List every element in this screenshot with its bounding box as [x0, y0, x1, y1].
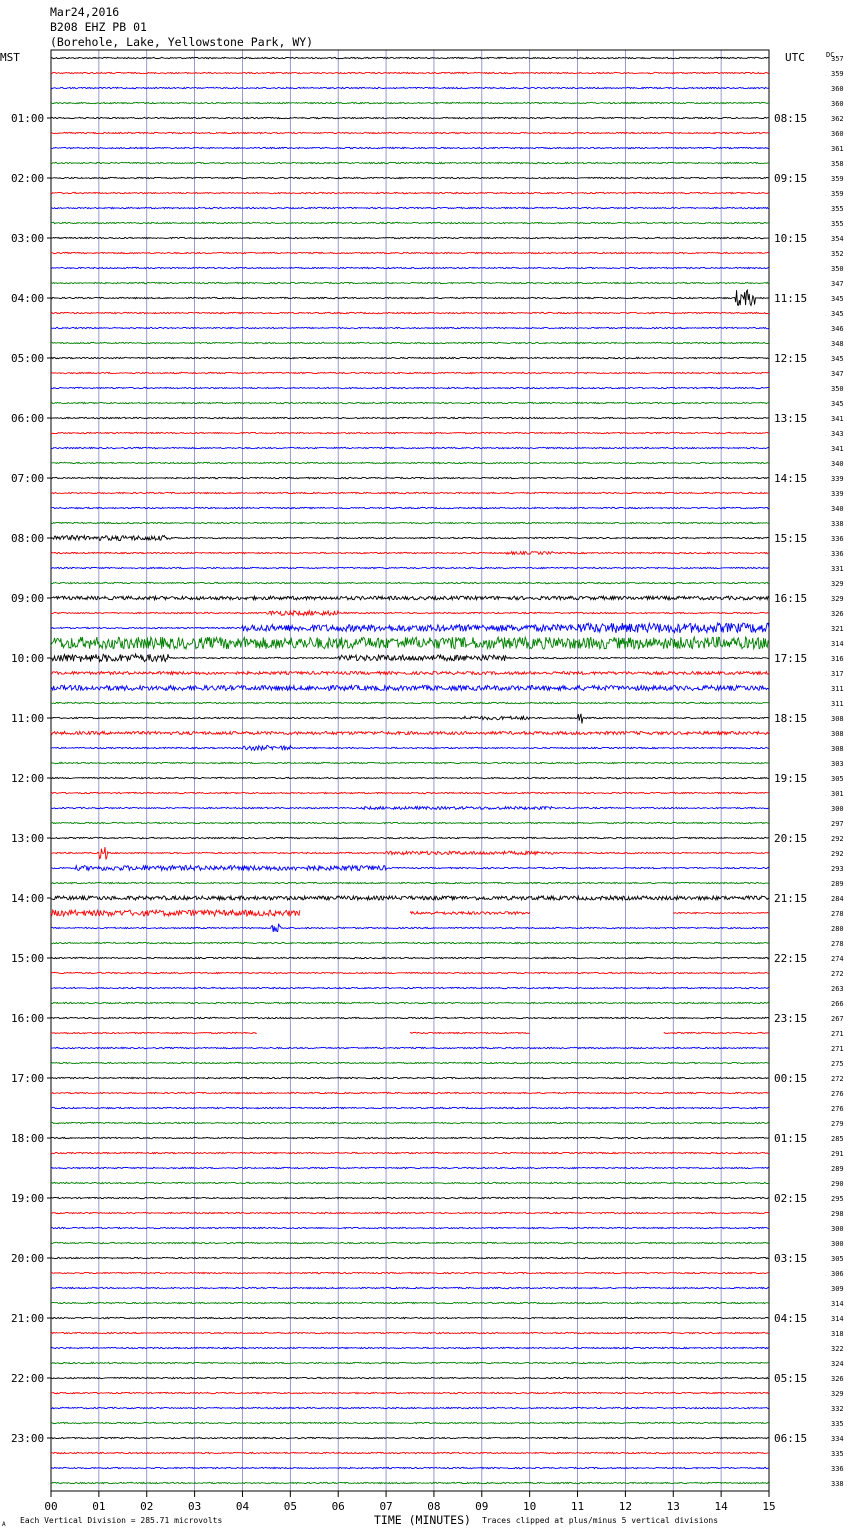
- left-hour-label: 01:00: [11, 112, 45, 125]
- right-hour-label: 15:15: [774, 532, 808, 545]
- right-hour-label: 09:15: [774, 172, 808, 185]
- dc-value: 339: [831, 490, 844, 498]
- left-hour-label: 13:00: [11, 832, 45, 845]
- right-hour-label: 14:15: [774, 472, 808, 485]
- trace-row-18: [51, 327, 769, 328]
- left-hour-label: 05:00: [11, 352, 45, 365]
- dc-value: 284: [831, 895, 844, 903]
- dc-value: 324: [831, 1360, 844, 1368]
- x-tick-label: 09: [475, 1500, 489, 1513]
- trace-row-31: [51, 522, 769, 523]
- x-axis-label: TIME (MINUTES): [374, 1513, 471, 1527]
- trace-row-1: [51, 72, 769, 73]
- trace-row-72: [51, 1137, 769, 1138]
- trace-row-80: [51, 1257, 769, 1258]
- trace-row-22: [51, 387, 769, 388]
- station-id: B208 EHZ PB 01: [50, 20, 147, 34]
- dc-value: 276: [831, 1105, 844, 1113]
- dc-value: 338: [831, 520, 844, 528]
- trace-row-87: [51, 1362, 769, 1363]
- right-hour-label: 01:15: [774, 1132, 808, 1145]
- right-hour-label: 05:15: [774, 1372, 808, 1385]
- dc-value: 322: [831, 1345, 844, 1353]
- dc-label: DC: [826, 51, 835, 59]
- trace-row-65: [664, 1032, 769, 1033]
- dc-value: 309: [831, 1285, 844, 1293]
- left-hour-label: 11:00: [11, 712, 45, 725]
- dc-value: 263: [831, 985, 844, 993]
- trace-row-8: [51, 177, 769, 178]
- trace-row-65: [410, 1032, 530, 1033]
- dc-value: 326: [831, 1375, 844, 1383]
- dc-value: 303: [831, 760, 844, 768]
- left-hour-label: 17:00: [11, 1072, 45, 1085]
- trace-row-35: [51, 582, 769, 583]
- left-hour-label: 08:00: [11, 532, 45, 545]
- dc-value: 338: [831, 1480, 844, 1488]
- dc-value: 311: [831, 700, 844, 708]
- left-hour-label: 20:00: [11, 1252, 45, 1265]
- right-hour-label: 02:15: [774, 1192, 808, 1205]
- trace-row-29: [51, 492, 769, 493]
- trace-row-25: [51, 432, 769, 433]
- dc-value: 321: [831, 625, 844, 633]
- trace-row-90: [51, 1407, 769, 1408]
- dc-value: 359: [831, 175, 844, 183]
- dc-value: 352: [831, 250, 844, 258]
- trace-row-11: [51, 222, 769, 223]
- dc-value: 295: [831, 1195, 844, 1203]
- dc-value: 300: [831, 1225, 844, 1233]
- trace-row-52: [51, 837, 769, 838]
- dc-value: 300: [831, 1240, 844, 1248]
- dc-value: 340: [831, 460, 844, 468]
- dc-value: 326: [831, 610, 844, 618]
- dc-value: 354: [831, 235, 844, 243]
- trace-row-71: [51, 1122, 769, 1123]
- station-location: (Borehole, Lake, Yellowstone Park, WY): [50, 35, 314, 49]
- x-tick-label: 00: [44, 1500, 58, 1513]
- trace-row-14: [51, 267, 769, 268]
- trace-row-46: [51, 746, 769, 751]
- left-axis-title: MST: [0, 51, 20, 64]
- dc-value: 361: [831, 145, 844, 153]
- trace-row-60: [51, 957, 769, 958]
- trace-row-79: [51, 1242, 769, 1243]
- right-hour-label: 21:15: [774, 892, 808, 905]
- dc-value: 267: [831, 1015, 844, 1023]
- trace-row-63: [51, 1002, 769, 1003]
- dc-value: 311: [831, 685, 844, 693]
- x-tick-label: 10: [523, 1500, 537, 1513]
- dc-value: 279: [831, 1120, 844, 1128]
- dc-value: 343: [831, 430, 844, 438]
- trace-row-13: [51, 252, 769, 253]
- dc-value: 350: [831, 385, 844, 393]
- dc-value: 271: [831, 1045, 844, 1053]
- trace-row-95: [51, 1482, 769, 1483]
- right-hour-label: 12:15: [774, 352, 808, 365]
- trace-row-41: [51, 672, 769, 675]
- scale-note: Each Vertical Division = 285.71 microvolts: [20, 1516, 223, 1525]
- left-hour-label: 18:00: [11, 1132, 45, 1145]
- dc-value: 341: [831, 415, 844, 423]
- trace-row-88: [51, 1377, 769, 1378]
- trace-row-4: [51, 117, 769, 118]
- dc-value: 358: [831, 160, 844, 168]
- trace-row-50: [51, 807, 769, 810]
- trace-row-38: [51, 623, 769, 633]
- left-hour-label: 04:00: [11, 292, 45, 305]
- dc-value: 291: [831, 1150, 844, 1158]
- trace-row-27: [51, 462, 769, 463]
- dc-value: 362: [831, 115, 844, 123]
- left-hour-label: 02:00: [11, 172, 45, 185]
- trace-row-32: [51, 536, 769, 541]
- trace-row-30: [51, 507, 769, 508]
- trace-row-77: [51, 1212, 769, 1213]
- left-hour-label: 19:00: [11, 1192, 45, 1205]
- dc-value: 360: [831, 85, 844, 93]
- dc-value: 285: [831, 1135, 844, 1143]
- left-hour-label: 22:00: [11, 1372, 45, 1385]
- trace-row-57: [410, 912, 530, 915]
- trace-row-21: [51, 372, 769, 373]
- trace-row-66: [51, 1047, 769, 1048]
- x-tick-label: 07: [379, 1500, 393, 1513]
- trace-row-39: [51, 637, 769, 649]
- trace-row-67: [51, 1062, 769, 1063]
- trace-row-5: [51, 132, 769, 133]
- dc-value: 329: [831, 1390, 844, 1398]
- left-hour-label: 21:00: [11, 1312, 45, 1325]
- right-hour-label: 11:15: [774, 292, 808, 305]
- dc-value: 350: [831, 265, 844, 273]
- trace-row-86: [51, 1347, 769, 1348]
- dc-value: 314: [831, 1315, 844, 1323]
- left-hour-label: 15:00: [11, 952, 45, 965]
- trace-row-61: [51, 972, 769, 973]
- dc-value: 278: [831, 940, 844, 948]
- trace-row-19: [51, 342, 769, 343]
- trace-row-43: [51, 702, 769, 703]
- corner-mark: A: [2, 1521, 6, 1528]
- dc-value: 301: [831, 790, 844, 798]
- dc-value: 355: [831, 220, 844, 228]
- dc-value: 308: [831, 730, 844, 738]
- dc-value: 334: [831, 1435, 844, 1443]
- dc-value: 316: [831, 655, 844, 663]
- left-hour-label: 06:00: [11, 412, 45, 425]
- dc-value: 346: [831, 325, 844, 333]
- right-hour-label: 06:15: [774, 1432, 808, 1445]
- dc-value: 345: [831, 310, 844, 318]
- dc-value: 292: [831, 850, 844, 858]
- trace-row-54: [51, 866, 769, 871]
- trace-row-55: [51, 882, 769, 883]
- trace-row-65: [51, 1032, 257, 1033]
- trace-row-94: [51, 1467, 769, 1468]
- trace-row-2: [51, 87, 769, 88]
- left-hour-label: 23:00: [11, 1432, 45, 1445]
- trace-row-53: [51, 847, 769, 859]
- dc-value: 360: [831, 130, 844, 138]
- x-tick-label: 03: [187, 1500, 202, 1513]
- trace-row-93: [51, 1452, 769, 1453]
- dc-value: 341: [831, 445, 844, 453]
- left-hour-label: 03:00: [11, 232, 45, 245]
- dc-value: 318: [831, 1330, 844, 1338]
- dc-value: 280: [831, 925, 844, 933]
- trace-row-24: [51, 417, 769, 418]
- trace-row-91: [51, 1422, 769, 1423]
- right-hour-label: 18:15: [774, 712, 808, 725]
- dc-value: 331: [831, 565, 844, 573]
- trace-row-45: [51, 731, 769, 734]
- right-hour-label: 03:15: [774, 1252, 808, 1265]
- trace-row-78: [51, 1227, 769, 1228]
- trace-row-84: [51, 1317, 769, 1318]
- dc-value: 289: [831, 880, 844, 888]
- trace-row-42: [51, 686, 769, 691]
- x-tick-label: 15: [762, 1500, 776, 1513]
- dc-value: 336: [831, 535, 844, 543]
- right-hour-label: 19:15: [774, 772, 808, 785]
- clip-note: Traces clipped at plus/minus 5 vertical divisions: [482, 1516, 719, 1525]
- x-tick-label: 04: [235, 1500, 250, 1513]
- trace-row-0: [51, 57, 769, 58]
- trace-row-82: [51, 1287, 769, 1288]
- trace-row-59: [51, 942, 769, 943]
- left-hour-label: 09:00: [11, 592, 45, 605]
- dc-value: 345: [831, 295, 844, 303]
- trace-row-48: [51, 777, 769, 778]
- dc-value: 336: [831, 1465, 844, 1473]
- trace-row-68: [51, 1077, 769, 1078]
- dc-value: 306: [831, 1270, 844, 1278]
- trace-row-12: [51, 237, 769, 238]
- dc-value: 345: [831, 355, 844, 363]
- trace-row-33: [51, 552, 769, 555]
- dc-value: 347: [831, 280, 844, 288]
- dc-value: 359: [831, 70, 844, 78]
- dc-value: 305: [831, 1255, 844, 1263]
- trace-row-10: [51, 207, 769, 208]
- dc-value: 308: [831, 715, 844, 723]
- dc-value: 355: [831, 205, 844, 213]
- x-tick-label: 13: [666, 1500, 680, 1513]
- right-hour-label: 08:15: [774, 112, 808, 125]
- left-hour-label: 07:00: [11, 472, 45, 485]
- dc-value: 329: [831, 580, 844, 588]
- dc-value: 357: [831, 55, 844, 63]
- trace-row-40: [51, 654, 769, 662]
- trace-row-26: [51, 447, 769, 448]
- trace-row-36: [51, 596, 769, 600]
- dc-value: 275: [831, 1060, 844, 1068]
- trace-row-73: [51, 1152, 769, 1153]
- right-hour-label: 20:15: [774, 832, 808, 845]
- trace-row-44: [51, 714, 769, 724]
- trace-row-6: [51, 147, 769, 148]
- trace-row-83: [51, 1302, 769, 1303]
- trace-row-20: [51, 357, 769, 358]
- trace-row-64: [51, 1017, 769, 1018]
- x-tick-label: 02: [140, 1500, 154, 1513]
- x-tick-label: 14: [714, 1500, 728, 1513]
- trace-row-23: [51, 402, 769, 403]
- trace-row-17: [51, 312, 769, 313]
- dc-value: 289: [831, 1165, 844, 1173]
- dc-value: 298: [831, 1210, 844, 1218]
- dc-value: 335: [831, 1450, 844, 1458]
- trace-row-28: [51, 477, 769, 478]
- x-tick-label: 01: [92, 1500, 106, 1513]
- dc-value: 332: [831, 1405, 844, 1413]
- right-hour-label: 10:15: [774, 232, 808, 245]
- right-hour-label: 16:15: [774, 592, 808, 605]
- plot-frame: [51, 50, 769, 1491]
- dc-value: 336: [831, 550, 844, 558]
- trace-row-92: [51, 1437, 769, 1438]
- trace-row-58: [51, 924, 769, 932]
- right-hour-label: 04:15: [774, 1312, 808, 1325]
- x-tick-label: 06: [331, 1500, 345, 1513]
- dc-value: 314: [831, 640, 844, 648]
- label-layer: [0, 51, 844, 1528]
- trace-row-89: [51, 1392, 769, 1393]
- dc-value: 335: [831, 1420, 844, 1428]
- trace-row-76: [51, 1197, 769, 1198]
- trace-row-16: [51, 290, 769, 305]
- dc-value: 360: [831, 100, 844, 108]
- left-hour-label: 10:00: [11, 652, 45, 665]
- dc-value: 290: [831, 1180, 844, 1188]
- trace-row-62: [51, 987, 769, 988]
- trace-row-56: [51, 896, 769, 900]
- right-hour-label: 22:15: [774, 952, 808, 965]
- trace-row-75: [51, 1182, 769, 1183]
- trace-row-9: [51, 192, 769, 193]
- left-hour-label: 14:00: [11, 892, 45, 905]
- dc-value: 305: [831, 775, 844, 783]
- trace-row-69: [51, 1092, 769, 1093]
- trace-row-49: [51, 792, 769, 793]
- trace-layer: [51, 57, 769, 1483]
- dc-value: 317: [831, 670, 844, 678]
- dc-value: 266: [831, 1000, 844, 1008]
- trace-row-81: [51, 1272, 769, 1273]
- right-hour-label: 13:15: [774, 412, 808, 425]
- trace-row-34: [51, 567, 769, 568]
- trace-row-47: [51, 762, 769, 763]
- trace-row-51: [51, 822, 769, 823]
- x-tick-label: 08: [427, 1500, 441, 1513]
- trace-row-74: [51, 1167, 769, 1168]
- dc-value: 276: [831, 1090, 844, 1098]
- trace-row-85: [51, 1332, 769, 1333]
- right-hour-label: 23:15: [774, 1012, 808, 1025]
- right-axis-title: UTC: [785, 51, 805, 64]
- dc-value: 340: [831, 505, 844, 513]
- dc-value: 293: [831, 865, 844, 873]
- left-hour-label: 12:00: [11, 772, 45, 785]
- dc-value: 348: [831, 340, 844, 348]
- right-hour-label: 17:15: [774, 652, 808, 665]
- x-tick-label: 12: [618, 1500, 633, 1513]
- right-hour-label: 00:15: [774, 1072, 808, 1085]
- dc-value: 308: [831, 745, 844, 753]
- dc-value: 292: [831, 835, 844, 843]
- dc-value: 274: [831, 955, 844, 963]
- trace-row-70: [51, 1107, 769, 1108]
- trace-row-7: [51, 162, 769, 163]
- trace-row-57: [51, 910, 300, 916]
- dc-value: 329: [831, 595, 844, 603]
- dc-value: 314: [831, 1300, 844, 1308]
- plot-date: Mar24,2016: [50, 5, 120, 19]
- dc-value: 347: [831, 370, 844, 378]
- dc-value: 271: [831, 1030, 844, 1038]
- dc-value: 272: [831, 970, 844, 978]
- grid-layer: [47, 50, 769, 1497]
- dc-value: 359: [831, 190, 844, 198]
- trace-row-3: [51, 102, 769, 103]
- trace-row-37: [51, 611, 769, 616]
- x-tick-label: 05: [283, 1500, 297, 1513]
- dc-value: 345: [831, 400, 844, 408]
- dc-value: 339: [831, 475, 844, 483]
- dc-value: 272: [831, 1075, 844, 1083]
- x-tick-label: 11: [570, 1500, 585, 1513]
- dc-value: 297: [831, 820, 844, 828]
- left-hour-label: 16:00: [11, 1012, 45, 1025]
- trace-row-15: [51, 282, 769, 283]
- dc-value: 278: [831, 910, 844, 918]
- dc-value: 300: [831, 805, 844, 813]
